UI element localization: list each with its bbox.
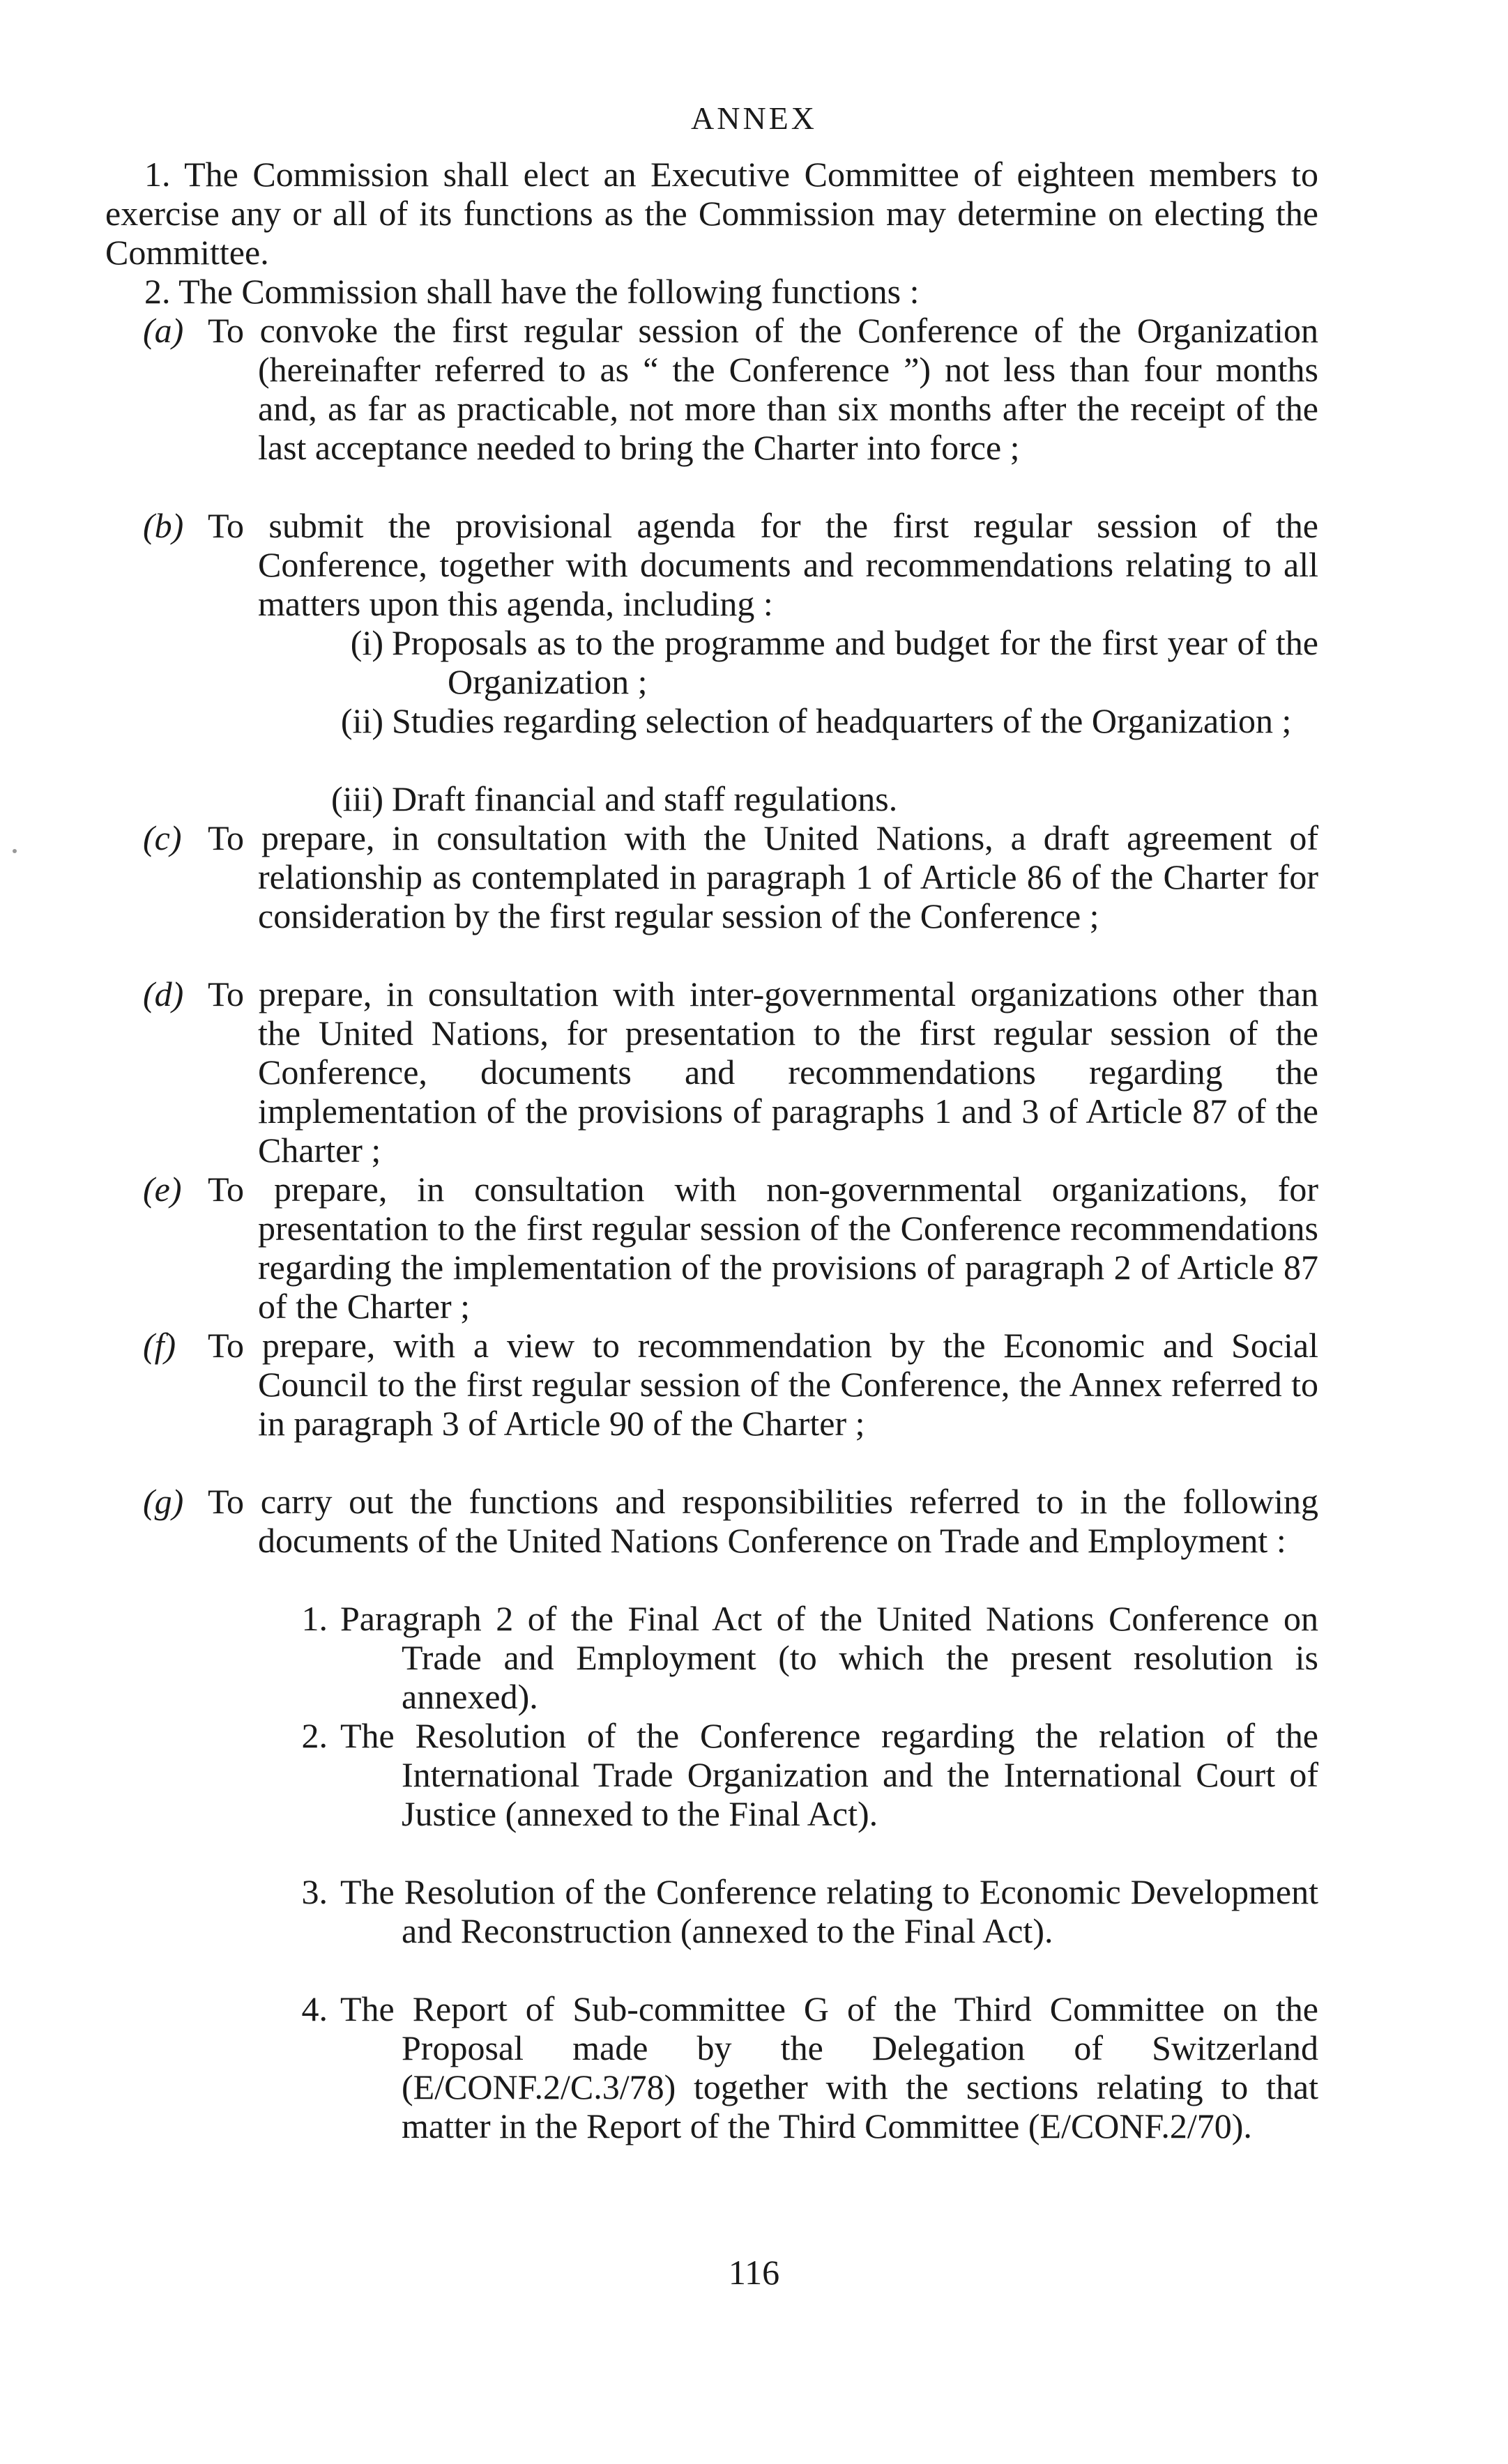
page-number: 116 [728, 2253, 780, 2292]
item-f-label: (f) [143, 1326, 176, 1365]
g-sub-4-label: 4. [301, 1989, 328, 2028]
item-d-text: To prepare, in consultation with inter-governmental organizations other than the United Nations, for presentation to the first regular session of the Conference, documents and recommendations regarding the implementation of the provisions of paragraphs 1 and 3 of Article 87 of the Charter ; [208, 974, 1318, 1170]
g-sub-3-label: 3. [301, 1872, 328, 1911]
g-sub-3-text: The Resolution of the Conference relating to Economic Development and Reconstruction (annexed to the Final Act). [340, 1872, 1318, 1950]
item-b-label: (b) [143, 506, 184, 545]
margin-dot [13, 849, 17, 853]
paragraph-1: 1. The Commission shall elect an Executive Committee of eighteen members to exercise any or all of its functions as the Commission may determine on electing the Committee. [105, 155, 1318, 272]
g-sub-1-text: Paragraph 2 of the Final Act of the United Nations Conference on Trade and Employment (to which the present resolution is annexed). [340, 1599, 1318, 1716]
item-e-label: (e) [143, 1170, 182, 1209]
sub-iii-text: Draft financial and staff regulations. [392, 779, 898, 818]
sub-i-label: (i) [350, 623, 383, 662]
item-b-text: To submit the provisional agenda for the first regular session of the Conference, together with documents and recommendations relating to all matters upon this agenda, including : [208, 506, 1318, 623]
item-d-label: (d) [143, 974, 184, 1013]
sub-ii-label: (ii) [340, 701, 383, 740]
annex-heading: ANNEX [691, 100, 817, 136]
item-g-text: To carry out the functions and responsibilities referred to in the following documents of the United Nations Conference on Trade and Employment : [208, 1482, 1318, 1560]
sub-i-text: Proposals as to the programme and budget for the first year of the Organization ; [392, 623, 1318, 701]
item-g-label: (g) [143, 1482, 184, 1521]
item-c-text: To prepare, in consultation with the United Nations, a draft agreement of relationship as contemplated in paragraph 1 of Article 86 of the Charter for consideration by the first regular session of the Conference ; [208, 818, 1318, 935]
sub-iii-label: (iii) [331, 779, 383, 818]
sub-ii-text: Studies regarding selection of headquarters of the Organization ; [392, 701, 1292, 740]
g-sub-4-text: The Report of Sub-committee G of the Third Committee on the Proposal made by the Delegation of Switzerland (E/CONF.2/C.3/78) together with the sections relating to that matter in the Report of the Third Committee (E/CONF.2/70). [340, 1989, 1318, 2145]
paragraph-2: 2. The Commission shall have the following functions : [144, 272, 920, 311]
item-e-text: To prepare, in consultation with non-governmental organizations, for presentation to the first regular session of the Conference recommendations regarding the implementation of the provisions of paragraph 2 of Article 87 of the Charter ; [208, 1170, 1318, 1326]
g-sub-2-text: The Resolution of the Conference regarding the relation of the International Trade Organization and the International Court of Justice (annexed to the Final Act). [340, 1716, 1318, 1833]
item-a-text: To convoke the first regular session of the Conference of the Organization (hereinafter referred to as “ the Conference ”) not less than four months and, as far as practicable, not more than six months after the receipt of the last acceptance needed to bring the Charter into force ; [208, 311, 1318, 467]
g-sub-1-label: 1. [301, 1599, 328, 1638]
g-sub-2-label: 2. [301, 1716, 328, 1755]
item-f-text: To prepare, with a view to recommendation by the Economic and Social Council to the first regular session of the Conference, the Annex referred to in paragraph 3 of Article 90 of the Charter ; [208, 1326, 1318, 1443]
item-c-label: (c) [143, 818, 182, 857]
item-a-label: (a) [143, 311, 184, 350]
